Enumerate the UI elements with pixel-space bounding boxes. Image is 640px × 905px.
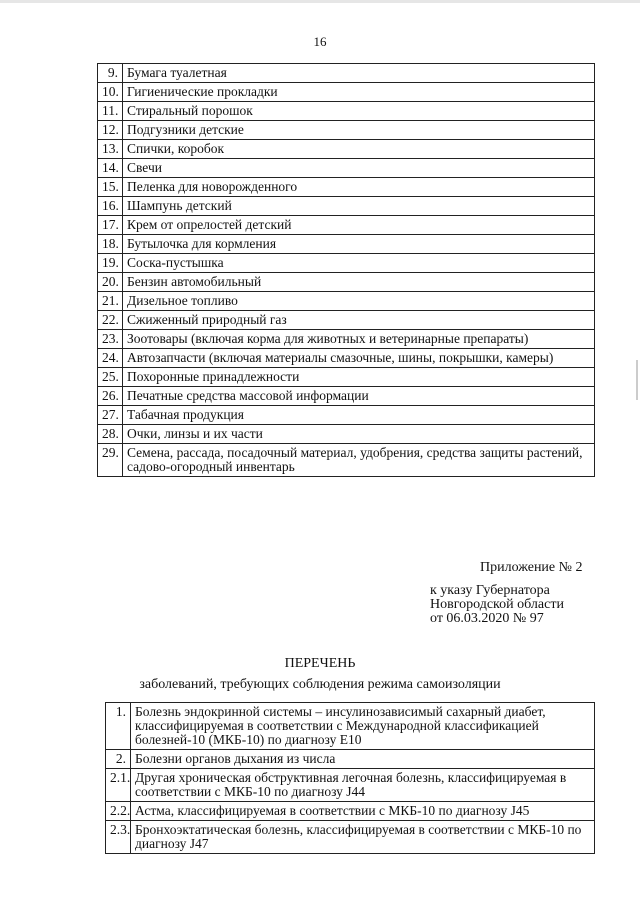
row-text: Табачная продукция bbox=[123, 406, 595, 425]
table-row bbox=[98, 178, 595, 197]
row-text: Бензин автомобильный bbox=[123, 273, 595, 292]
table-row bbox=[98, 387, 595, 406]
table-row bbox=[98, 349, 595, 368]
row-number: 22. bbox=[98, 311, 123, 330]
table-row bbox=[98, 311, 595, 330]
page-number: 16 bbox=[313, 34, 327, 49]
appendix-label: Приложение № 2 bbox=[480, 560, 583, 575]
row-text: Дизельное топливо bbox=[123, 292, 595, 311]
decree-line: Новгородской области bbox=[430, 597, 564, 612]
row-text: Соска-пустышка bbox=[123, 254, 595, 273]
row-text: Стиральный порошок bbox=[123, 102, 595, 121]
table-row bbox=[106, 769, 595, 802]
list-title: ПЕРЕЧЕНЬ bbox=[284, 656, 356, 671]
row-text: Автозапчасти (включая материалы смазочные, шины, покрышки, камеры) bbox=[123, 349, 595, 368]
list-subtitle: заболеваний, требующих соблюдения режима самоизоляции bbox=[139, 677, 501, 692]
table-row bbox=[98, 121, 595, 140]
row-text: Подгузники детские bbox=[123, 121, 595, 140]
row-text: Печатные средства массовой информации bbox=[123, 387, 595, 406]
row-number: 16. bbox=[98, 197, 123, 216]
table-row bbox=[98, 425, 595, 444]
row-text: Сжиженный природный газ bbox=[123, 311, 595, 330]
row-number: 19. bbox=[98, 254, 123, 273]
row-number: 27. bbox=[98, 406, 123, 425]
table-row bbox=[98, 83, 595, 102]
table-row bbox=[98, 254, 595, 273]
row-number: 20. bbox=[98, 273, 123, 292]
row-number: 26. bbox=[98, 387, 123, 406]
row-number: 1. bbox=[106, 703, 131, 750]
table-row bbox=[98, 368, 595, 387]
row-number: 25. bbox=[98, 368, 123, 387]
row-number: 14. bbox=[98, 159, 123, 178]
table-row bbox=[98, 102, 595, 121]
decree-line: от 06.03.2020 № 97 bbox=[430, 611, 544, 626]
row-text: Болезни органов дыхания из числа bbox=[131, 750, 595, 769]
row-number: 24. bbox=[98, 349, 123, 368]
table-row bbox=[98, 197, 595, 216]
row-text: Шампунь детский bbox=[123, 197, 595, 216]
row-number: 15. bbox=[98, 178, 123, 197]
row-number: 12. bbox=[98, 121, 123, 140]
table-row bbox=[98, 330, 595, 349]
goods-table bbox=[97, 63, 595, 477]
row-number: 17. bbox=[98, 216, 123, 235]
row-text: Бронхоэктатическая болезнь, классифицируемая в соответствии с МКБ-10 по диагнозу J47 bbox=[131, 821, 595, 854]
row-text: Бутылочка для кормления bbox=[123, 235, 595, 254]
row-number: 2.3. bbox=[106, 821, 131, 854]
row-number: 2.2. bbox=[106, 802, 131, 821]
table-row bbox=[98, 159, 595, 178]
row-number: 13. bbox=[98, 140, 123, 159]
table-row bbox=[98, 292, 595, 311]
row-text: Спички, коробок bbox=[123, 140, 595, 159]
row-number: 2.1. bbox=[106, 769, 131, 802]
row-text: Гигиенические прокладки bbox=[123, 83, 595, 102]
diseases-table bbox=[105, 702, 595, 854]
row-text: Свечи bbox=[123, 159, 595, 178]
row-number: 28. bbox=[98, 425, 123, 444]
row-number: 2. bbox=[106, 750, 131, 769]
decree-reference bbox=[430, 584, 610, 626]
row-text: Крем от опрелостей детский bbox=[123, 216, 595, 235]
row-number: 11. bbox=[98, 102, 123, 121]
table-row bbox=[98, 216, 595, 235]
table-row bbox=[98, 406, 595, 425]
table-row bbox=[106, 703, 595, 750]
scan-edge-mark bbox=[636, 360, 638, 400]
row-text: Болезнь эндокринной системы – инсулинозависимый сахарный диабет, классифицируемая в соответствии с Международной классификацией болезней-10 (МКБ-10) по диагнозу E10 bbox=[131, 703, 595, 750]
row-text: Зоотовары (включая корма для животных и ветеринарные препараты) bbox=[123, 330, 595, 349]
row-number: 23. bbox=[98, 330, 123, 349]
row-text: Астма, классифицируемая в соответствии с МКБ-10 по диагнозу J45 bbox=[131, 802, 595, 821]
decree-line: к указу Губернатора bbox=[430, 583, 550, 598]
row-number: 29. bbox=[98, 444, 123, 477]
row-text: Семена, рассада, посадочный материал, удобрения, средства защиты растений, садово-огородный инвентарь bbox=[123, 444, 595, 477]
row-text: Похоронные принадлежности bbox=[123, 368, 595, 387]
row-text: Бумага туалетная bbox=[123, 64, 595, 83]
row-number: 9. bbox=[98, 64, 123, 83]
table-row bbox=[98, 273, 595, 292]
table-row bbox=[98, 444, 595, 477]
table-row bbox=[98, 235, 595, 254]
table-row bbox=[106, 821, 595, 854]
row-number: 21. bbox=[98, 292, 123, 311]
table-row bbox=[98, 64, 595, 83]
table-row bbox=[106, 802, 595, 821]
row-text: Другая хроническая обструктивная легочная болезнь, классифицируемая в соответствии с МКБ-10 по диагнозу J44 bbox=[131, 769, 595, 802]
row-number: 10. bbox=[98, 83, 123, 102]
row-text: Очки, линзы и их части bbox=[123, 425, 595, 444]
table-row bbox=[106, 750, 595, 769]
scan-edge bbox=[0, 0, 640, 3]
table-row bbox=[98, 140, 595, 159]
row-number: 18. bbox=[98, 235, 123, 254]
row-text: Пеленка для новорожденного bbox=[123, 178, 595, 197]
